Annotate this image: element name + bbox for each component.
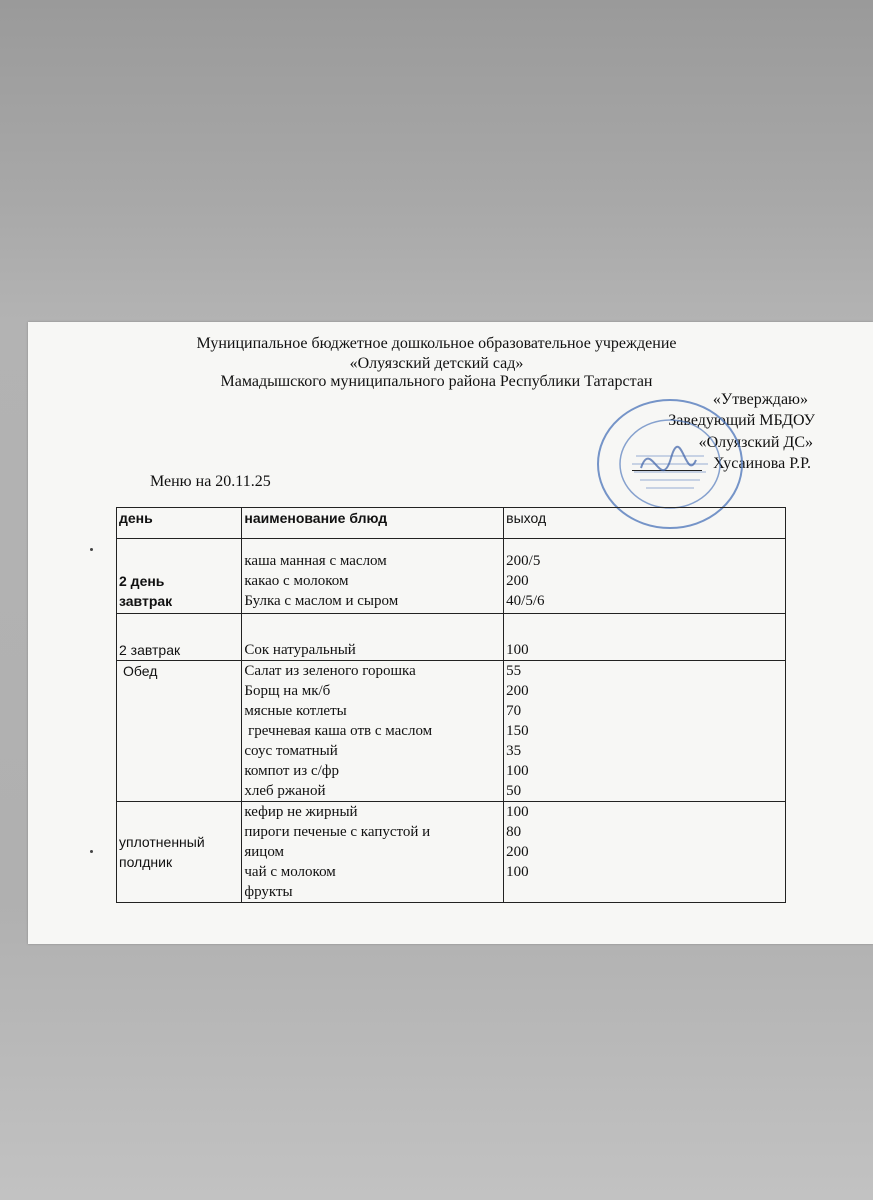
meal-cell — [117, 802, 242, 903]
dish-item: соус томатный — [244, 743, 338, 759]
portions-cell — [504, 802, 786, 903]
dish-item: Салат из зеленого горошка — [244, 663, 416, 679]
column-header-portion: выход — [504, 508, 786, 539]
portion-value: 200/5 — [506, 553, 541, 569]
dishes-cell — [242, 614, 504, 661]
meal-label: Обед — [123, 663, 158, 679]
approver-org: «Олуязский ДС» — [698, 434, 813, 451]
district-name: Мамадышского муниципального района Республики Татарстан — [220, 373, 653, 390]
dish-item: компот из с/фр — [244, 763, 339, 779]
meal-label: 2 день — [119, 573, 165, 589]
meal-cell — [117, 614, 242, 661]
scan-speck — [90, 850, 93, 853]
table-header-row — [117, 508, 786, 539]
scan-speck — [90, 548, 93, 551]
portion-value: 70 — [506, 703, 522, 719]
dish-item: чай с молоком — [244, 864, 336, 880]
portion-value: 80 — [506, 824, 522, 840]
portion-value: 200 — [506, 683, 529, 699]
portion-value: 100 — [506, 642, 529, 658]
portion-value: 100 — [506, 864, 529, 880]
approver-name: Хусаинова Р.Р. — [713, 455, 811, 472]
meal-label: завтрак — [119, 593, 173, 609]
portion-value: 100 — [506, 763, 529, 779]
portion-value: 35 — [506, 743, 522, 759]
dish-item: хлеб ржаной — [244, 783, 326, 799]
dishes-cell — [242, 802, 504, 903]
dish-item: каша манная с маслом — [244, 553, 387, 569]
column-header-dish: наименование блюд — [242, 508, 504, 539]
dish-item: какао с молоком — [244, 573, 349, 589]
dish-item: гречневая каша отв с маслом — [244, 723, 433, 739]
portion-value: 200 — [506, 844, 529, 860]
meal-label: уплотненный — [119, 834, 205, 850]
kindergarten-name: «Олуязский детский сад» — [349, 355, 524, 372]
table-row-afternoon-snack — [117, 802, 786, 903]
meal-label: полдник — [119, 854, 173, 870]
dish-item: мясные котлеты — [244, 703, 347, 719]
portion-value: 50 — [506, 783, 522, 799]
table-row-second-breakfast — [117, 614, 786, 661]
dishes-cell — [242, 661, 504, 802]
dishes-cell — [242, 539, 504, 614]
portions-cell — [504, 539, 786, 614]
approval-label: «Утверждаю» — [712, 391, 808, 408]
dish-item: Сок натуральный — [244, 642, 356, 658]
dish-item: пироги печеные с капустой и — [244, 824, 431, 840]
institution-name: Муниципальное бюджетное дошкольное образовательное учреждение — [196, 335, 677, 352]
portion-value: 55 — [506, 663, 522, 679]
table-row-lunch — [117, 661, 786, 802]
meal-cell — [117, 661, 242, 802]
meal-cell — [117, 539, 242, 614]
portion-value: 200 — [506, 573, 529, 589]
portions-cell — [504, 614, 786, 661]
meal-label: 2 завтрак — [119, 642, 181, 658]
approver-position: Заведующий МБДОУ — [668, 412, 815, 429]
portions-cell — [504, 661, 786, 802]
portion-value: 40/5/6 — [506, 593, 545, 609]
portion-value: 150 — [506, 723, 529, 739]
dish-item: Булка с маслом и сыром — [244, 593, 399, 609]
dish-item: яицом — [244, 844, 285, 860]
menu-table — [116, 507, 786, 903]
column-header-day: день — [117, 508, 242, 539]
dish-item: кефир не жирный — [244, 804, 358, 820]
portion-value: 100 — [506, 804, 529, 820]
dish-item: Борщ на мк/б — [244, 683, 331, 699]
table-row-breakfast — [117, 539, 786, 614]
dish-item: фрукты — [244, 884, 293, 900]
menu-title: Меню на 20.11.25 — [150, 473, 271, 490]
